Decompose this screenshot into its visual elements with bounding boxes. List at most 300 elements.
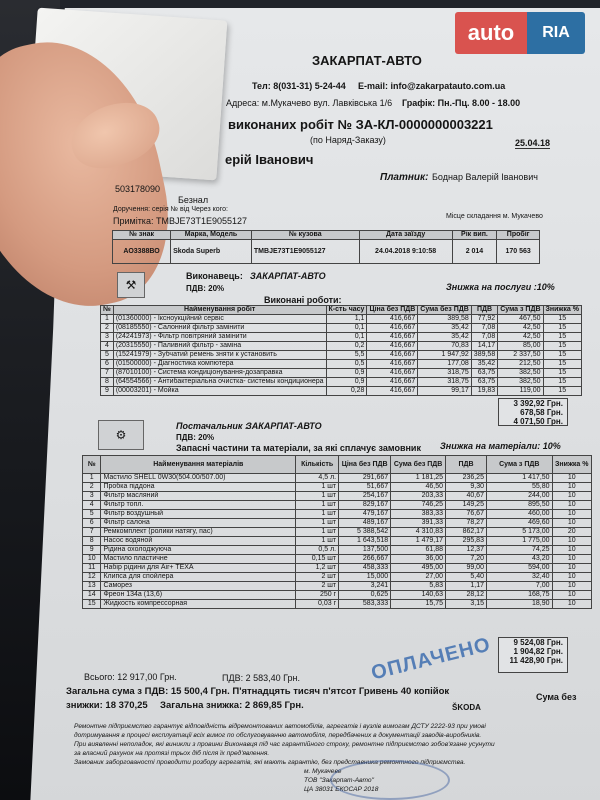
vehicle-header: Пробіг xyxy=(497,231,540,240)
parts-cell: 10 xyxy=(552,474,591,483)
parts-row xyxy=(83,600,592,609)
parts-cell: 495,00 xyxy=(391,564,446,573)
company-schedule: Графік: Пн.-Пц. 8.00 - 18.00 xyxy=(402,98,521,108)
vehicle-vin: TMBJE73T1E9055127 xyxy=(251,240,359,264)
works-header: Знижка % xyxy=(543,306,581,315)
footer-line: Ремонтне підприємство гарантує відповідність відремонтованих автомобілів, агрегатів і вузлів вимогам ДСТУ 2222-93 при умові xyxy=(74,723,486,730)
works-row xyxy=(101,369,582,378)
footer-line: ЦА 38031 ЕКОСАР 2018 xyxy=(304,786,379,793)
vehicle-year: 2 014 xyxy=(452,240,497,264)
parts-cell: 489,167 xyxy=(339,519,391,528)
parts-cell: 1 479,17 xyxy=(391,537,446,546)
works-cell: 15 xyxy=(543,324,581,333)
parts-row xyxy=(83,501,592,510)
parts-row xyxy=(83,528,592,537)
parts-cell: 10 xyxy=(552,492,591,501)
parts-cell: 1 шт xyxy=(296,528,339,537)
payment-type: Безнал xyxy=(178,195,209,205)
works-cell: 15 xyxy=(543,351,581,360)
parts-header: Сума з ПДВ xyxy=(486,456,552,474)
works-cell: 0,9 xyxy=(326,369,367,378)
paid-stamp: ОПЛАЧЕНО xyxy=(369,633,494,685)
works-vat: ПДВ: 20% xyxy=(186,284,225,293)
client-phone: 503178090 xyxy=(115,184,161,194)
parts-cell: 10 xyxy=(552,519,591,528)
parts-cell: 479,167 xyxy=(339,510,391,519)
parts-cell: 10 xyxy=(552,555,591,564)
parts-cell: Саморез xyxy=(101,582,296,591)
parts-cell: Пробка піддона xyxy=(101,483,296,492)
works-total-with-vat: 4 071,50 Грн. xyxy=(513,417,563,426)
parts-cell: 203,33 xyxy=(391,492,446,501)
parts-cell: 5,83 xyxy=(391,582,446,591)
works-cell: (87010100) - Система кондиціонування-дозаправка xyxy=(113,369,326,378)
works-cell: 7,08 xyxy=(471,333,497,342)
works-row xyxy=(101,360,582,369)
works-cell: 15 xyxy=(543,378,581,387)
vehicle-date: 24.04.2018 9:10:58 xyxy=(359,240,452,264)
client-name: ерій Іванович xyxy=(225,152,314,167)
parts-total-with-vat: 11 428,90 Грн. xyxy=(509,656,563,665)
works-header: Найменування робіт xyxy=(113,306,326,315)
works-cell: 318,75 xyxy=(418,378,472,387)
parts-cell: 391,33 xyxy=(391,519,446,528)
parts-cell: 3 xyxy=(83,492,101,501)
works-row xyxy=(101,378,582,387)
works-cell: 416,667 xyxy=(367,360,418,369)
works-cell: 382,50 xyxy=(498,378,543,387)
parts-cell: 10 xyxy=(552,510,591,519)
parts-cell: 6 xyxy=(83,519,101,528)
works-cell: 77,92 xyxy=(471,315,497,324)
works-cell: (24241973) - Фільтр повітряний замінити xyxy=(113,333,326,342)
parts-cell: 14 xyxy=(83,591,101,600)
parts-row xyxy=(83,519,592,528)
parts-cell: 10 xyxy=(552,483,591,492)
vehicle-header: Дата заїзду xyxy=(359,231,452,240)
parts-cell: 594,00 xyxy=(486,564,552,573)
parts-cell: 250 г xyxy=(296,591,339,600)
skoda-logo: ŠKODA xyxy=(452,703,481,712)
works-row xyxy=(101,342,582,351)
works-cell: 35,42 xyxy=(471,360,497,369)
works-cell: 14,17 xyxy=(471,342,497,351)
works-cell: 4 xyxy=(101,342,114,351)
works-cell: (15241979) - Зубчатий ремень зняти к установить xyxy=(113,351,326,360)
works-cell: 70,83 xyxy=(418,342,472,351)
works-table xyxy=(100,305,582,396)
works-cell: 15 xyxy=(543,342,581,351)
parts-vat: ПДВ: 20% xyxy=(176,433,215,442)
parts-cell: 18,90 xyxy=(486,600,552,609)
works-cell: 42,50 xyxy=(498,333,543,342)
document-subtitle: (по Наряд-Заказу) xyxy=(310,135,386,145)
parts-cell: 55,80 xyxy=(486,483,552,492)
parts-discount: Знижка на матеріали: 10% xyxy=(440,441,561,451)
parts-row xyxy=(83,510,592,519)
parts-cell: 4,5 л. xyxy=(296,474,339,483)
auto-ria-watermark xyxy=(455,12,585,54)
works-cell: 0,9 xyxy=(326,378,367,387)
parts-cell: 0,03 г xyxy=(296,600,339,609)
parts-table xyxy=(82,455,592,609)
vehicle-header: № кузова xyxy=(251,231,359,240)
works-cell: 0,2 xyxy=(326,342,367,351)
parts-cell: 20 xyxy=(552,528,591,537)
works-cell: 119,00 xyxy=(498,387,543,396)
document-date: 25.04.18 xyxy=(515,138,551,148)
parts-cell: 1 xyxy=(83,474,101,483)
parts-row xyxy=(83,573,592,582)
works-cell: 0,5 xyxy=(326,360,367,369)
parts-cell: Фільтр топл. xyxy=(101,501,296,510)
parts-cell: 10 xyxy=(83,555,101,564)
footer-line: м. Мукачеве xyxy=(304,768,342,775)
parts-cell: 10 xyxy=(552,591,591,600)
works-cell: (01500000) - Діагностика компютера xyxy=(113,360,326,369)
parts-cell: 236,25 xyxy=(446,474,487,483)
works-cell: 1,1 xyxy=(326,315,367,324)
parts-cell: 895,50 xyxy=(486,501,552,510)
tools-icon: ⚒ xyxy=(117,272,145,298)
works-cell: 0,1 xyxy=(326,324,367,333)
parts-totals xyxy=(498,637,568,673)
works-row xyxy=(101,324,582,333)
parts-cell: 10 xyxy=(552,600,591,609)
summary-no-discount-label: Сума без xyxy=(536,692,577,702)
works-row xyxy=(101,351,582,360)
works-cell: 7,08 xyxy=(471,324,497,333)
works-header: № xyxy=(101,306,114,315)
parts-cell: 746,25 xyxy=(391,501,446,510)
document-title: виконаних робіт № ЗА-КЛ-0000000003221 xyxy=(228,117,493,132)
parts-header: Ціна без ПДВ xyxy=(339,456,391,474)
note-line: Примітка: TMBJE73T1E9055127 xyxy=(113,216,248,226)
parts-cell: Фільтр масляний xyxy=(101,492,296,501)
watermark-ria-text: RIA xyxy=(542,24,570,41)
parts-row xyxy=(83,492,592,501)
parts-cell: 1 181,25 xyxy=(391,474,446,483)
parts-cell: 1 417,50 xyxy=(486,474,552,483)
parts-row xyxy=(83,546,592,555)
parts-cell: 1,2 шт xyxy=(296,564,339,573)
parts-cell: 32,40 xyxy=(486,573,552,582)
executor-name: ЗАКАРПАТ-АВТО xyxy=(250,271,326,281)
parts-cell: 36,00 xyxy=(391,555,446,564)
parts-cell: 11 xyxy=(83,564,101,573)
parts-row xyxy=(83,474,592,483)
works-cell: 416,667 xyxy=(367,333,418,342)
parts-cell: 3,15 xyxy=(446,600,487,609)
parts-cell: 458,333 xyxy=(339,564,391,573)
works-row xyxy=(101,333,582,342)
parts-cell: 43,20 xyxy=(486,555,552,564)
parts-cell: 15,000 xyxy=(339,573,391,582)
works-discount: Знижка на послуги :10% xyxy=(446,282,555,292)
parts-row xyxy=(83,555,592,564)
works-header: Сума без ПДВ xyxy=(418,306,472,315)
parts-cell: 76,67 xyxy=(446,510,487,519)
parts-cell: 1,17 xyxy=(446,582,487,591)
parts-cell: 46,50 xyxy=(391,483,446,492)
vehicle-header: Рік вип. xyxy=(452,231,497,240)
vehicle-mileage: 170 563 xyxy=(497,240,540,264)
vehicle-header: № знак xyxy=(113,231,171,240)
parts-cell: 74,25 xyxy=(486,546,552,555)
company-email: E-mail: info@zakarpatauto.com.ua xyxy=(358,81,506,91)
works-cell: (64554566) - Антибактеріальна очистка- системы кондиционера xyxy=(113,378,326,387)
footer-line: ТОВ "Закарпат-Авто" xyxy=(304,777,374,784)
works-cell: 416,667 xyxy=(367,324,418,333)
parts-cell: 244,00 xyxy=(486,492,552,501)
works-cell: 2 xyxy=(101,324,114,333)
parts-cell: 8 xyxy=(83,537,101,546)
summary-discount-line: знижки: 18 370,25 xyxy=(66,700,148,711)
works-cell: (00003201) - Мойка xyxy=(113,387,326,396)
works-cell: 416,667 xyxy=(367,342,418,351)
place-line: Місце складання м. Мукачево xyxy=(446,213,543,220)
parts-cell: 12 xyxy=(83,573,101,582)
parts-cell: 28,12 xyxy=(446,591,487,600)
parts-cell: 12,37 xyxy=(446,546,487,555)
parts-cell: 168,75 xyxy=(486,591,552,600)
parts-cell: 2 шт xyxy=(296,573,339,582)
parts-cell: 9 xyxy=(83,546,101,555)
works-cell: 15 xyxy=(543,315,581,324)
parts-cell: 1 шт xyxy=(296,483,339,492)
parts-cell: 254,167 xyxy=(339,492,391,501)
parts-row xyxy=(83,591,592,600)
parts-cell: 4 310,83 xyxy=(391,528,446,537)
works-cell: 5,5 xyxy=(326,351,367,360)
works-cell: 0,28 xyxy=(326,387,367,396)
parts-cell: 51,667 xyxy=(339,483,391,492)
parts-cell: 1 шт xyxy=(296,537,339,546)
parts-cell: Насос водяной xyxy=(101,537,296,546)
summary-all: Всього: 12 917,00 Грн. xyxy=(84,672,177,682)
parts-cell: 2 шт xyxy=(296,582,339,591)
footer-line: дотримування в процесі експлуатації всіх вимог по обслуговуванню автомобіля, передбачених в документації заводів-виробників. xyxy=(74,732,482,739)
executor-label: Виконавець: xyxy=(186,271,243,281)
works-cell: 35,42 xyxy=(418,333,472,342)
works-cell: 15 xyxy=(543,369,581,378)
parts-cell: 5,40 xyxy=(446,573,487,582)
supplier-name: ЗАКАРПАТ-АВТО xyxy=(246,421,322,431)
parts-cell: 10 xyxy=(552,537,591,546)
works-cell: 2 337,50 xyxy=(498,351,543,360)
parts-cell: 1 шт xyxy=(296,492,339,501)
works-cell: 416,667 xyxy=(367,369,418,378)
company-phone: Тел: 8(031-31) 5-24-44 xyxy=(252,81,346,91)
parts-cell: 5 388,542 xyxy=(339,528,391,537)
footer-line: При виявленні неполадок, які виникли з провини Виконавця під час гарантійного строку, ремонтне підприємство зобов'язане усунути xyxy=(74,741,495,748)
works-cell: 0,1 xyxy=(326,333,367,342)
works-cell: 9 xyxy=(101,387,114,396)
parts-cell: 10 xyxy=(552,564,591,573)
parts-cell: Жидкость компрессорная xyxy=(101,600,296,609)
parts-cell: 149,25 xyxy=(446,501,487,510)
parts-header: Знижка % xyxy=(552,456,591,474)
works-cell: (20315550) - Паливний фільтр - заміна xyxy=(113,342,326,351)
parts-cell: 15 xyxy=(83,600,101,609)
parts-cell: 10 xyxy=(552,546,591,555)
works-cell: 416,667 xyxy=(367,387,418,396)
works-cell: 389,58 xyxy=(471,351,497,360)
parts-cell: 9,30 xyxy=(446,483,487,492)
works-cell: 1 947,92 xyxy=(418,351,472,360)
parts-cell: 7 xyxy=(83,528,101,537)
parts-cell: 1 775,00 xyxy=(486,537,552,546)
parts-cell: Фільтр воздушный xyxy=(101,510,296,519)
parts-icon: ⚙ xyxy=(98,420,144,450)
works-total-vat: 678,58 Грн. xyxy=(520,408,563,417)
parts-cell: 829,167 xyxy=(339,501,391,510)
works-row xyxy=(101,387,582,396)
payer-name: Боднар Валерій Іванович xyxy=(432,172,538,182)
summary-discount-total: Загальна знижка: 2 869,85 Грн. xyxy=(160,700,304,711)
works-cell: 5 xyxy=(101,351,114,360)
parts-cell: 0,5 л. xyxy=(296,546,339,555)
parts-section-title: Запасні частини та матеріали, за які сплачує замовник xyxy=(176,443,421,453)
parts-cell: Клипса для спойлера xyxy=(101,573,296,582)
parts-cell: Мастило пластичне xyxy=(101,555,296,564)
works-header: К-сть часу xyxy=(326,306,367,315)
works-totals xyxy=(498,398,568,426)
vehicle-plate: АО3388ВО xyxy=(113,240,171,264)
parts-cell: 862,17 xyxy=(446,528,487,537)
works-cell: 7 xyxy=(101,369,114,378)
parts-cell: 10 xyxy=(552,582,591,591)
parts-cell: 61,88 xyxy=(391,546,446,555)
parts-cell: 291,667 xyxy=(339,474,391,483)
company-name: ЗАКАРПАТ-АВТО xyxy=(312,53,422,68)
parts-cell: Мастило SHELL 0W30(504.00/507.00) xyxy=(101,474,296,483)
works-cell: 15 xyxy=(543,333,581,342)
parts-header: Кількість xyxy=(296,456,339,474)
trust-line: Доручення: серія № від Через кого: xyxy=(113,206,228,213)
parts-cell: 5 173,00 xyxy=(486,528,552,537)
parts-total-no-vat: 9 524,08 Грн. xyxy=(513,638,563,647)
watermark-ria xyxy=(527,12,585,54)
works-cell: 389,58 xyxy=(418,315,472,324)
parts-cell: 137,500 xyxy=(339,546,391,555)
parts-cell: 460,00 xyxy=(486,510,552,519)
parts-cell: Рідина охолоджуюча xyxy=(101,546,296,555)
parts-cell: 99,00 xyxy=(446,564,487,573)
parts-row xyxy=(83,537,592,546)
parts-header: ПДВ xyxy=(446,456,487,474)
parts-cell: 266,667 xyxy=(339,555,391,564)
works-cell: 416,667 xyxy=(367,351,418,360)
parts-row xyxy=(83,564,592,573)
parts-cell: 7,20 xyxy=(446,555,487,564)
watermark-auto: auto xyxy=(455,12,527,54)
supplier-label: Постачальник : xyxy=(176,421,248,431)
footer-line: за власний рахунок на протязі трьох діб після їх пред'явлення. xyxy=(74,750,270,757)
parts-row xyxy=(83,483,592,492)
works-cell: 382,50 xyxy=(498,369,543,378)
works-cell: 416,667 xyxy=(367,315,418,324)
works-cell: 8 xyxy=(101,378,114,387)
works-cell: (08185550) - Салонний фільтр замінити xyxy=(113,324,326,333)
parts-cell: 469,60 xyxy=(486,519,552,528)
works-header: ПДВ xyxy=(471,306,497,315)
company-seal xyxy=(330,760,450,800)
parts-cell: Ремкомплект (ролики натягу, пас) xyxy=(101,528,296,537)
parts-cell: 5 xyxy=(83,510,101,519)
parts-cell: 10 xyxy=(552,573,591,582)
parts-cell: Фільтр салона xyxy=(101,519,296,528)
works-cell: 1 xyxy=(101,315,114,324)
works-cell: 6 xyxy=(101,360,114,369)
works-cell: 416,667 xyxy=(367,378,418,387)
parts-cell: 3,241 xyxy=(339,582,391,591)
works-cell: 35,42 xyxy=(418,324,472,333)
parts-cell: Фреон 134a (13,6) xyxy=(101,591,296,600)
works-cell: 212,50 xyxy=(498,360,543,369)
parts-cell: 1 643,518 xyxy=(339,537,391,546)
parts-header: № xyxy=(83,456,101,474)
vehicle-table xyxy=(112,230,540,264)
vehicle-header: Марка, Модель xyxy=(171,231,252,240)
works-cell: 15 xyxy=(543,387,581,396)
parts-header: Сума без ПДВ xyxy=(391,456,446,474)
company-address: Адреса: м.Мукачево вул. Лавківська 1/6 xyxy=(226,98,393,108)
parts-header: Найменування матеріалів xyxy=(101,456,296,474)
works-cell: 99,17 xyxy=(418,387,472,396)
works-cell: 63,75 xyxy=(471,378,497,387)
parts-cell: 10 xyxy=(552,501,591,510)
parts-cell: 15,75 xyxy=(391,600,446,609)
footer-line: Замовник заборгованості проводити розбору агрегатів, які мають гарантію, без представника ремонтного підприємства. xyxy=(74,759,466,766)
works-cell: 63,75 xyxy=(471,369,497,378)
parts-cell: 7,00 xyxy=(486,582,552,591)
works-cell: 19,83 xyxy=(471,387,497,396)
parts-cell: 1 шт xyxy=(296,501,339,510)
parts-cell: 13 xyxy=(83,582,101,591)
parts-cell: Набір рідини для Air+ TEXA xyxy=(101,564,296,573)
summary-vat: ПДВ: 2 583,40 Грн. xyxy=(222,673,300,683)
works-cell: 177,08 xyxy=(418,360,472,369)
parts-total-vat: 1 904,82 Грн. xyxy=(513,647,563,656)
parts-cell: 4 xyxy=(83,501,101,510)
vehicle-model: Skoda Superb xyxy=(171,240,252,264)
parts-cell: 78,27 xyxy=(446,519,487,528)
works-row xyxy=(101,315,582,324)
works-cell: (01360000) - Іксноукційний сервіс xyxy=(113,315,326,324)
works-cell: 85,00 xyxy=(498,342,543,351)
payer-label: Платник: xyxy=(380,172,429,183)
parts-cell: 0,625 xyxy=(339,591,391,600)
works-header: Ціна без ПДВ xyxy=(367,306,418,315)
parts-cell: 383,33 xyxy=(391,510,446,519)
works-cell: 318,75 xyxy=(418,369,472,378)
parts-cell: 1 шт xyxy=(296,519,339,528)
works-cell: 15 xyxy=(543,360,581,369)
parts-cell: 2 xyxy=(83,483,101,492)
parts-cell: 1 шт xyxy=(296,510,339,519)
summary-total-line: Загальна сума з ПДВ: 15 500,4 Грн. П'ятнадцять тисяч п'ятсот Гривень 40 копійок xyxy=(66,686,450,697)
parts-cell: 140,63 xyxy=(391,591,446,600)
parts-cell: 40,67 xyxy=(446,492,487,501)
parts-cell: 27,00 xyxy=(391,573,446,582)
parts-cell: 583,333 xyxy=(339,600,391,609)
works-section-title: Виконані роботи: xyxy=(264,295,342,305)
works-cell: 3 xyxy=(101,333,114,342)
works-header: Сума з ПДВ xyxy=(498,306,543,315)
works-total-no-vat: 3 392,92 Грн. xyxy=(513,399,563,408)
parts-row xyxy=(83,582,592,591)
